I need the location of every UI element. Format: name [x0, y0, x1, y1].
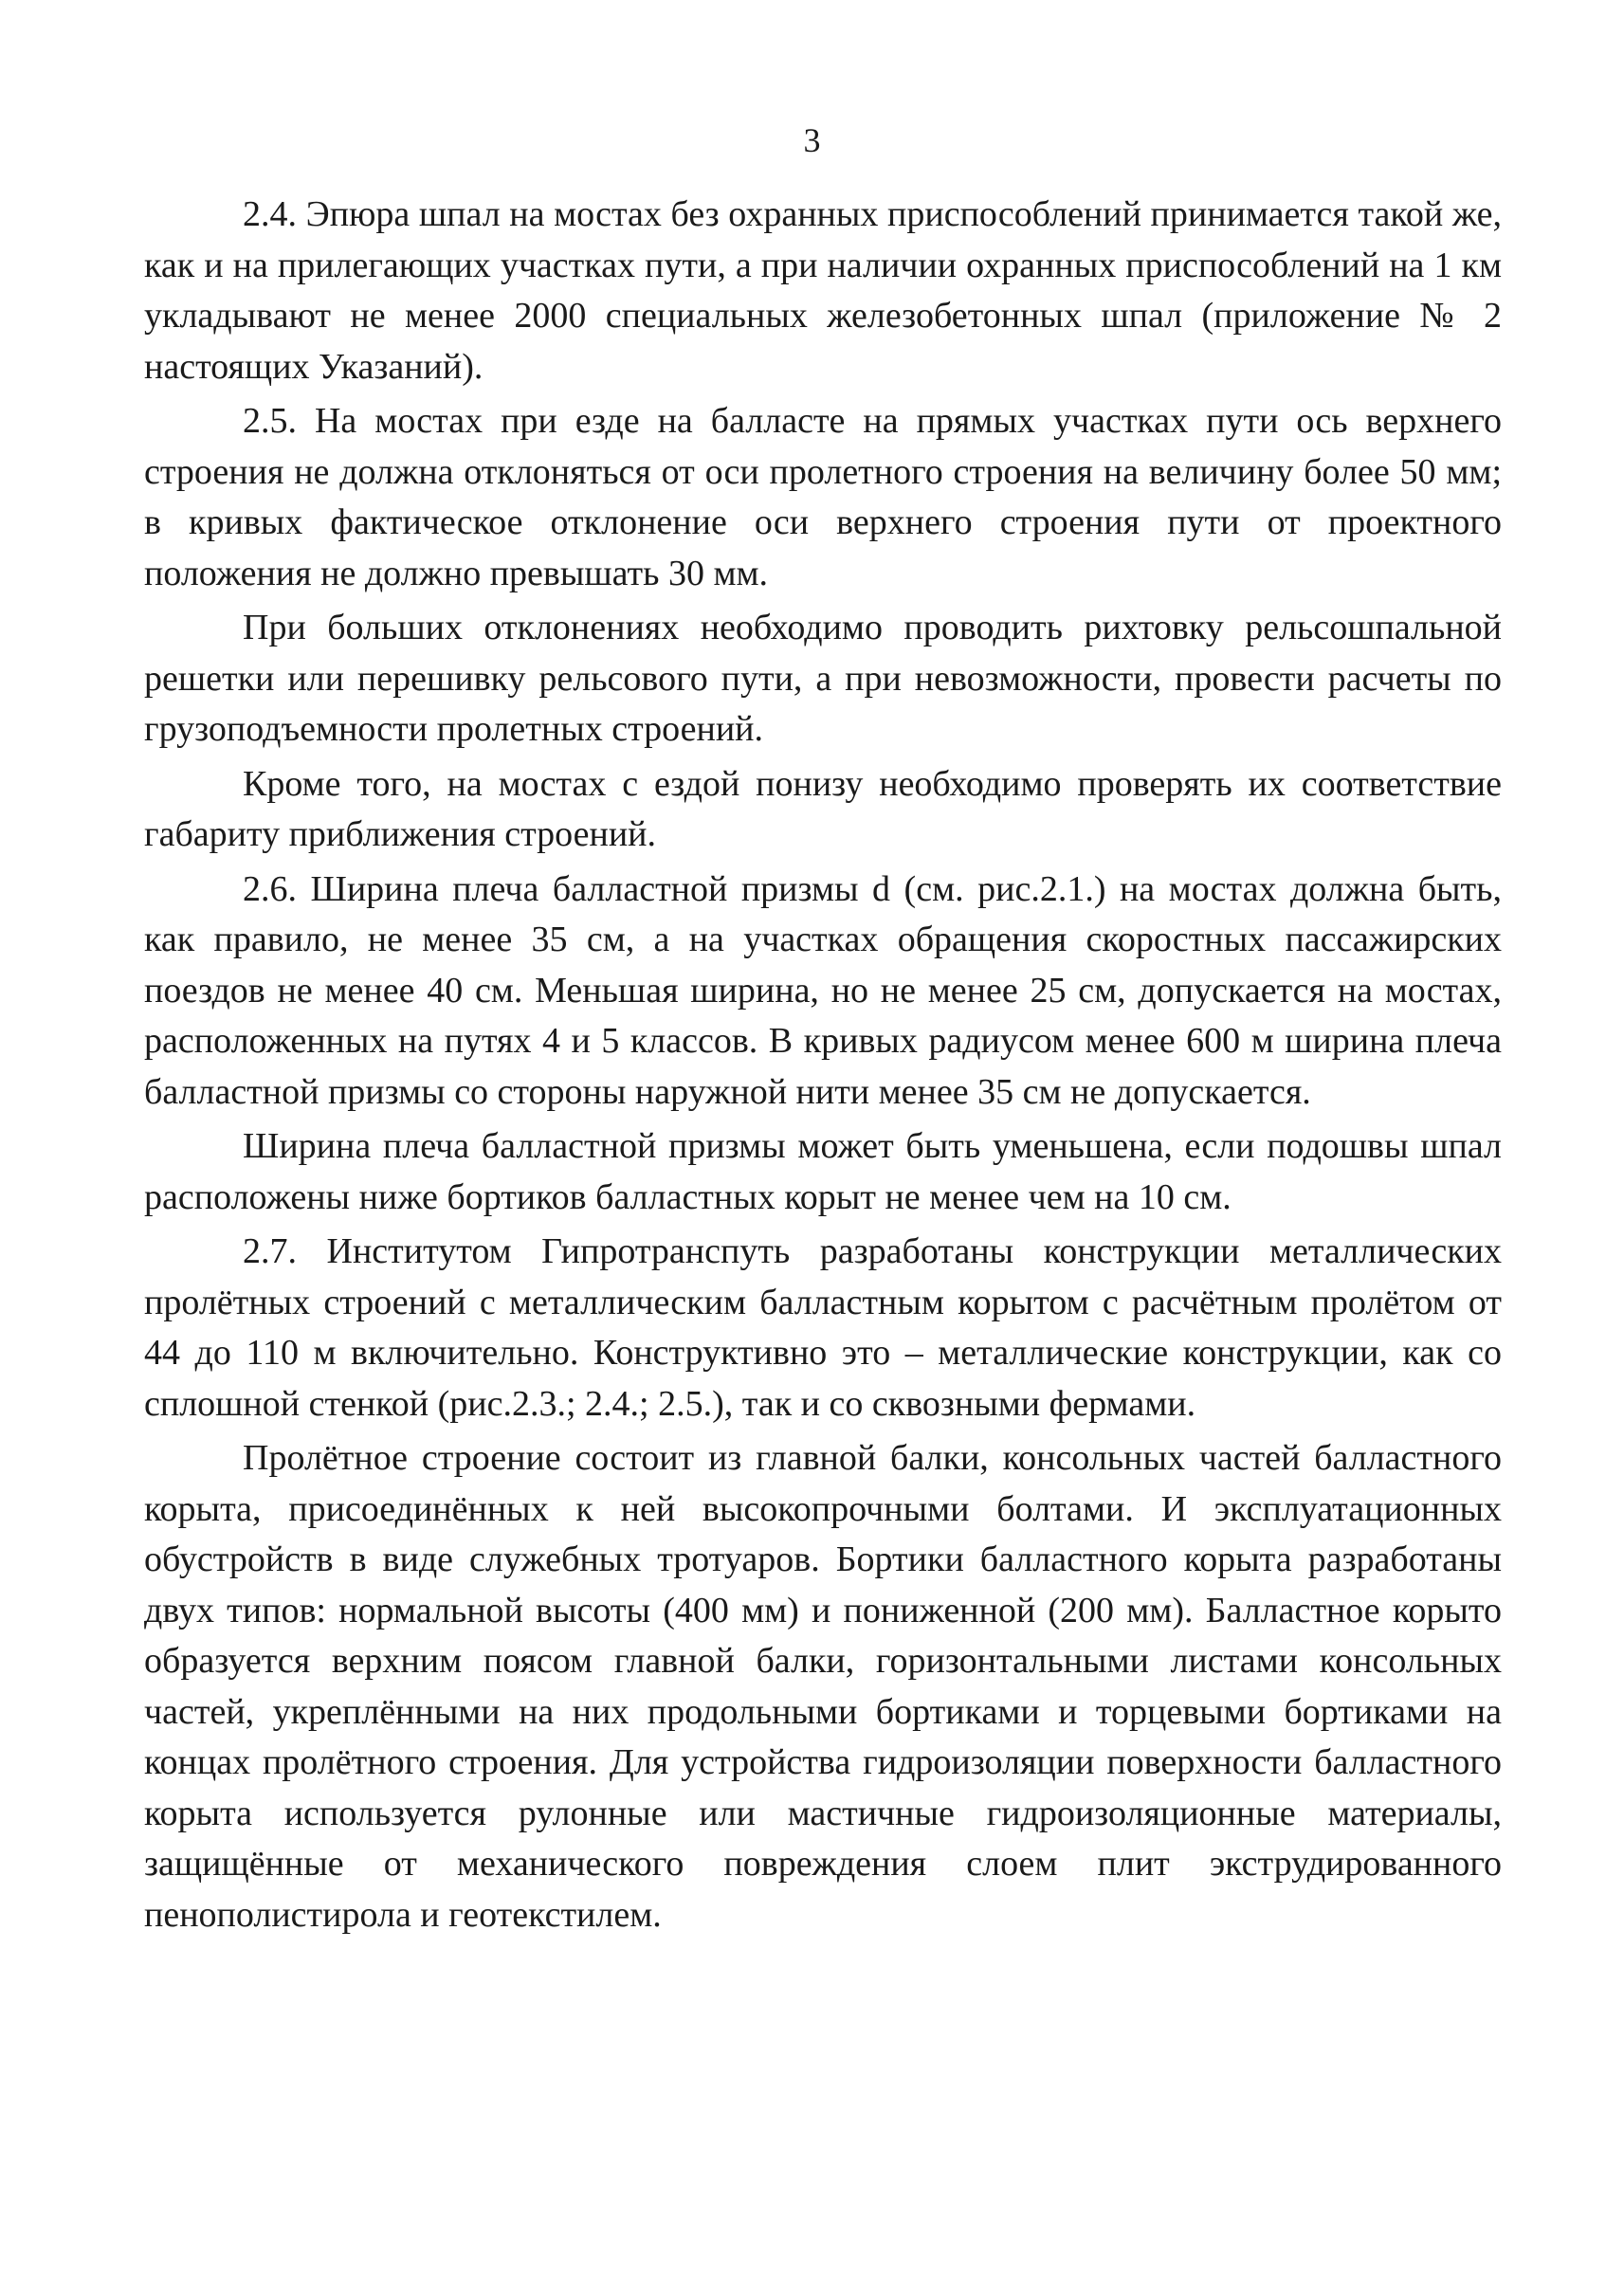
paragraph-2-7: 2.7. Институтом Гипротранспуть разработаны конструкции металлических пролётных строений с металлическим балластным корытом с расчётным пролётом от 44 до 110 м включительно. Конструктивно это – металлические конструкции, как со сплошной стенкой (рис.2.3.; 2.4.; 2.5.), так и со сквозными фермами. — [144, 1231, 1502, 1424]
paragraph-2-5: 2.5. На мостах при езде на балласте на прямых участках пути ось верхнего строения не должна отклоняться от оси пролетного строения на величину более 50 мм; в кривых фактическое отклонение оси верхнего строения пути от проектного положения не должно превышать 30 мм. — [144, 401, 1502, 593]
paragraph-2-6: 2.6. Ширина плеча балластной призмы d (см. рис.2.1.) на мостах должна быть, как правило, не менее 35 см, а на участках обращения скоростных пассажирских поездов не менее 40 см. Меньшая ширина, но не менее 25 см, допускается на мостах, расположенных на путях 4 и 5 классов. В кривых радиусом менее 600 м ширина плеча балластной призмы со стороны наружной нити менее 35 см не допускается. — [144, 868, 1502, 1112]
paragraph-clearance: Кроме того, на мостах с ездой понизу необходимо проверять их соответствие габариту приближения строений. — [144, 763, 1502, 854]
paragraph-2-4: 2.4. Эпюра шпал на мостах без охранных приспособлений принимается такой же, как и на прилегающих участках пути, а при наличии охранных приспособлений на 1 км укладывают не менее 2000 специальных железобетонных шпал (приложение № 2 настоящих Указаний). — [144, 194, 1502, 387]
document-body — [144, 190, 1502, 1940]
paragraph-deviations: При больших отклонениях необходимо проводить рихтовку рельсошпальной решетки или перешивку рельсового пути, а при невозможности, провести расчеты по грузоподъемности пролетных строений. — [144, 608, 1502, 749]
paragraph-shoulder-width: Ширина плеча балластной призмы может быть уменьшена, если подошвы шпал расположены ниже бортиков балластных корыт не менее чем на 10 см. — [144, 1126, 1502, 1217]
page-number: 3 — [803, 121, 821, 159]
paragraph-span-structure: Пролётное строение состоит из главной балки, консольных частей балластного корыта, присоединённых к ней высокопрочными болтами. И эксплуатационных обустройств в виде служебных тротуаров. Бортики балластного корыта разработаны двух типов: нормальной высоты (400 мм) и пониженной (200 мм). Балластное корыто образуется верхним поясом главной балки, горизонтальными листами консольных частей, укреплёнными на них продольными бортиками и торцевыми бортиками на концах пролётного строения. Для устройства гидроизоляции поверхности балластного корыта используется рулонные или мастичные гидроизоляционные материалы, защищённые от механического повреждения слоем плит экструдированного пенополистирола и геотекстилем. — [144, 1438, 1502, 1935]
